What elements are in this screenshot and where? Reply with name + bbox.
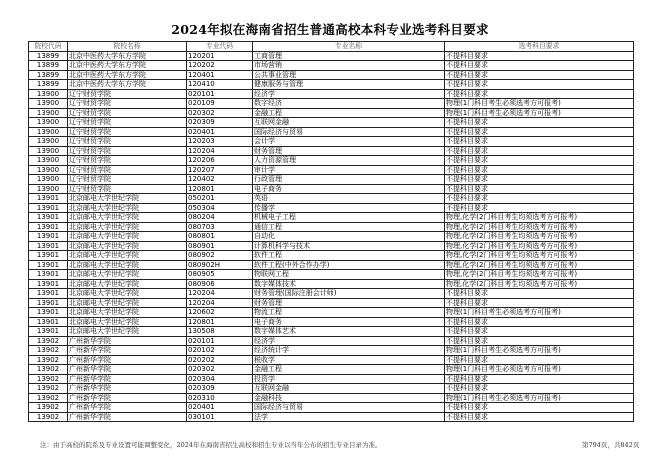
cell-major-name: 数字经济 <box>253 99 445 109</box>
cell-school-name: 北京邮电大学世纪学院 <box>68 241 187 251</box>
cell-major-code: 080902H <box>187 260 253 270</box>
cell-school-code: 13901 <box>29 203 68 213</box>
table-row <box>29 260 634 270</box>
cell-school-code: 13902 <box>29 412 68 422</box>
table-row <box>29 365 634 375</box>
table-row <box>29 298 634 308</box>
cell-school-code: 13900 <box>29 89 68 99</box>
cell-major-name: 金融工程 <box>253 108 445 118</box>
table-row <box>29 165 634 175</box>
cell-major-code: 120206 <box>187 156 253 166</box>
cell-subject-requirement: 不提科目要求 <box>445 355 634 365</box>
cell-major-name: 会计学 <box>253 137 445 147</box>
table-row <box>29 289 634 299</box>
cell-school-name: 北京中医药大学东方学院 <box>68 61 187 71</box>
cell-major-name: 经济统计学 <box>253 346 445 356</box>
cell-major-code: 030101 <box>187 412 253 422</box>
cell-subject-requirement: 物理,化学(2门科目考生均须选考方可报考) <box>445 241 634 251</box>
cell-subject-requirement: 物理,化学(2门科目考生均须选考方可报考) <box>445 279 634 289</box>
cell-major-code: 020302 <box>187 365 253 375</box>
cell-school-code: 13900 <box>29 127 68 137</box>
page-title: 2024年拟在海南省招生普通高校本科专业选考科目要求 <box>171 22 489 37</box>
cell-subject-requirement: 不提科目要求 <box>445 298 634 308</box>
cell-subject-requirement: 不提科目要求 <box>445 384 634 394</box>
cell-school-code: 13900 <box>29 108 68 118</box>
table-row <box>29 327 634 337</box>
cell-major-code: 020109 <box>187 99 253 109</box>
cell-subject-requirement: 不提科目要求 <box>445 412 634 422</box>
cell-school-code: 13902 <box>29 336 68 346</box>
cell-major-name: 国际经济与贸易 <box>253 127 445 137</box>
cell-major-code: 120410 <box>187 80 253 90</box>
cell-major-code: 020101 <box>187 336 253 346</box>
table-row <box>29 108 634 118</box>
table-row <box>29 346 634 356</box>
table-row <box>29 403 634 413</box>
cell-subject-requirement: 物理,化学(2门科目考生均须选考方可报考) <box>445 213 634 223</box>
cell-major-name: 国际经济与贸易 <box>253 403 445 413</box>
table-row <box>29 184 634 194</box>
cell-school-name: 北京邮电大学世纪学院 <box>68 203 187 213</box>
cell-major-code: 020102 <box>187 346 253 356</box>
cell-major-name: 工商管理 <box>253 51 445 61</box>
table-row <box>29 279 634 289</box>
table-row <box>29 118 634 128</box>
cell-school-name: 辽宁财贸学院 <box>68 118 187 128</box>
cell-school-name: 广州新华学院 <box>68 346 187 356</box>
cell-major-name: 财务管理(国际注册会计师) <box>253 289 445 299</box>
cell-major-name: 互联网金融 <box>253 384 445 394</box>
footer-note: 注：由于高校的院系及专业设置可能调整变化，2024年在海南省招生高校和招生专业以当年公布的招生专业目录为准。 <box>40 441 382 449</box>
header-major-code: 专业代码 <box>187 42 253 52</box>
header-school-code: 院校代码 <box>29 42 68 52</box>
cell-subject-requirement: 物理,化学(2门科目考生均须选考方可报考) <box>445 222 634 232</box>
cell-major-code: 120201 <box>187 51 253 61</box>
cell-major-name: 数字媒体技术 <box>253 279 445 289</box>
table-row <box>29 241 634 251</box>
table-row <box>29 232 634 242</box>
cell-major-code: 120202 <box>187 61 253 71</box>
cell-major-code: 120204 <box>187 289 253 299</box>
cell-school-code: 13902 <box>29 365 68 375</box>
cell-school-code: 13901 <box>29 270 68 280</box>
cell-school-name: 广州新华学院 <box>68 355 187 365</box>
table-row <box>29 374 634 384</box>
cell-school-name: 广州新华学院 <box>68 365 187 375</box>
cell-major-code: 020309 <box>187 384 253 394</box>
cell-major-name: 物流工程 <box>253 308 445 318</box>
cell-school-code: 13901 <box>29 241 68 251</box>
cell-major-code: 120204 <box>187 146 253 156</box>
cell-school-name: 北京邮电大学世纪学院 <box>68 222 187 232</box>
cell-major-code: 020310 <box>187 393 253 403</box>
table-row <box>29 384 634 394</box>
cell-subject-requirement: 物理(1门科目考生必须选考方可报考) <box>445 308 634 318</box>
cell-major-code: 120402 <box>187 175 253 185</box>
cell-school-name: 广州新华学院 <box>68 336 187 346</box>
cell-school-name: 广州新华学院 <box>68 384 187 394</box>
cell-school-code: 13900 <box>29 175 68 185</box>
cell-major-name: 行政管理 <box>253 175 445 185</box>
header-subject-requirement: 选考科目要求 <box>445 42 634 52</box>
cell-school-name: 广州新华学院 <box>68 403 187 413</box>
cell-major-code: 020401 <box>187 403 253 413</box>
cell-school-name: 辽宁财贸学院 <box>68 127 187 137</box>
cell-school-code: 13901 <box>29 222 68 232</box>
cell-subject-requirement: 不提科目要求 <box>445 194 634 204</box>
cell-major-code: 020304 <box>187 374 253 384</box>
cell-subject-requirement: 不提科目要求 <box>445 118 634 128</box>
cell-school-code: 13900 <box>29 146 68 156</box>
cell-subject-requirement: 物理,化学(2门科目考生均须选考方可报考) <box>445 232 634 242</box>
cell-subject-requirement: 不提科目要求 <box>445 165 634 175</box>
cell-major-name: 经济学 <box>253 89 445 99</box>
cell-major-code: 080703 <box>187 222 253 232</box>
cell-school-code: 13902 <box>29 346 68 356</box>
cell-school-name: 辽宁财贸学院 <box>68 156 187 166</box>
cell-major-code: 130508 <box>187 327 253 337</box>
cell-school-name: 北京邮电大学世纪学院 <box>68 317 187 327</box>
cell-major-name: 经济学 <box>253 336 445 346</box>
cell-school-code: 13901 <box>29 213 68 223</box>
cell-major-name: 税收学 <box>253 355 445 365</box>
cell-subject-requirement: 不提科目要求 <box>445 374 634 384</box>
cell-major-name: 财务管理 <box>253 146 445 156</box>
cell-major-name: 软件工程 <box>253 251 445 261</box>
table-row <box>29 146 634 156</box>
cell-school-code: 13901 <box>29 317 68 327</box>
cell-school-name: 辽宁财贸学院 <box>68 99 187 109</box>
cell-major-name: 软件工程(中外合作办学) <box>253 260 445 270</box>
cell-major-code: 080902 <box>187 251 253 261</box>
cell-school-code: 13901 <box>29 251 68 261</box>
cell-subject-requirement: 不提科目要求 <box>445 146 634 156</box>
cell-major-name: 通信工程 <box>253 222 445 232</box>
table-row <box>29 222 634 232</box>
requirements-table <box>28 41 634 422</box>
table-row <box>29 355 634 365</box>
cell-school-name: 北京邮电大学世纪学院 <box>68 308 187 318</box>
cell-major-code: 050304 <box>187 203 253 213</box>
cell-major-name: 电子商务 <box>253 317 445 327</box>
cell-school-name: 辽宁财贸学院 <box>68 108 187 118</box>
cell-major-name: 市场营销 <box>253 61 445 71</box>
cell-major-name: 传播学 <box>253 203 445 213</box>
cell-major-name: 互联网金融 <box>253 118 445 128</box>
cell-school-name: 北京邮电大学世纪学院 <box>68 289 187 299</box>
cell-major-code: 020309 <box>187 118 253 128</box>
cell-subject-requirement: 不提科目要求 <box>445 51 634 61</box>
cell-school-name: 北京邮电大学世纪学院 <box>68 298 187 308</box>
table-row <box>29 70 634 80</box>
cell-major-name: 财务管理 <box>253 298 445 308</box>
cell-major-name: 法学 <box>253 412 445 422</box>
cell-school-name: 北京邮电大学世纪学院 <box>68 232 187 242</box>
cell-subject-requirement: 不提科目要求 <box>445 289 634 299</box>
cell-school-code: 13901 <box>29 327 68 337</box>
cell-subject-requirement: 不提科目要求 <box>445 61 634 71</box>
cell-major-code: 120203 <box>187 137 253 147</box>
table-row <box>29 51 634 61</box>
cell-major-name: 人力资源管理 <box>253 156 445 166</box>
table-row <box>29 80 634 90</box>
cell-major-code: 080801 <box>187 232 253 242</box>
table-row <box>29 127 634 137</box>
cell-major-name: 电子商务 <box>253 184 445 194</box>
cell-school-code: 13900 <box>29 99 68 109</box>
cell-major-name: 公共事业管理 <box>253 70 445 80</box>
cell-school-code: 13901 <box>29 308 68 318</box>
cell-school-code: 13902 <box>29 403 68 413</box>
cell-school-name: 辽宁财贸学院 <box>68 137 187 147</box>
cell-major-name: 金融科技 <box>253 393 445 403</box>
cell-subject-requirement: 不提科目要求 <box>445 203 634 213</box>
cell-major-name: 英语 <box>253 194 445 204</box>
cell-school-name: 北京邮电大学世纪学院 <box>68 279 187 289</box>
cell-school-code: 13900 <box>29 156 68 166</box>
table-row <box>29 61 634 71</box>
cell-major-code: 080906 <box>187 279 253 289</box>
cell-subject-requirement: 不提科目要求 <box>445 317 634 327</box>
table-row <box>29 270 634 280</box>
cell-subject-requirement: 物理(1门科目考生必须选考方可报考) <box>445 393 634 403</box>
cell-school-name: 北京中医药大学东方学院 <box>68 70 187 80</box>
table-row <box>29 412 634 422</box>
table-row <box>29 175 634 185</box>
cell-major-name: 审计学 <box>253 165 445 175</box>
table-row <box>29 317 634 327</box>
cell-school-code: 13899 <box>29 51 68 61</box>
page-number: 第794页，共842页 <box>582 441 640 449</box>
cell-school-name: 北京邮电大学世纪学院 <box>68 251 187 261</box>
cell-major-name: 健康服务与管理 <box>253 80 445 90</box>
cell-subject-requirement: 不提科目要求 <box>445 70 634 80</box>
cell-major-code: 080901 <box>187 241 253 251</box>
cell-major-code: 120204 <box>187 298 253 308</box>
cell-school-code: 13899 <box>29 70 68 80</box>
cell-subject-requirement: 不提科目要求 <box>445 156 634 166</box>
cell-school-name: 北京邮电大学世纪学院 <box>68 194 187 204</box>
cell-school-code: 13901 <box>29 194 68 204</box>
cell-subject-requirement: 不提科目要求 <box>445 80 634 90</box>
cell-subject-requirement: 不提科目要求 <box>445 184 634 194</box>
cell-school-code: 13899 <box>29 61 68 71</box>
cell-subject-requirement: 物理,化学(2门科目考生均须选考方可报考) <box>445 270 634 280</box>
cell-major-code: 050201 <box>187 194 253 204</box>
cell-school-code: 13901 <box>29 289 68 299</box>
table-row <box>29 156 634 166</box>
cell-school-name: 北京邮电大学世纪学院 <box>68 260 187 270</box>
cell-school-code: 13901 <box>29 232 68 242</box>
cell-major-code: 120207 <box>187 165 253 175</box>
cell-subject-requirement: 物理,化学(2门科目考生均须选考方可报考) <box>445 260 634 270</box>
cell-school-code: 13899 <box>29 80 68 90</box>
cell-subject-requirement: 不提科目要求 <box>445 127 634 137</box>
table-row <box>29 194 634 204</box>
cell-school-name: 北京邮电大学世纪学院 <box>68 213 187 223</box>
cell-school-code: 13901 <box>29 279 68 289</box>
cell-major-code: 020202 <box>187 355 253 365</box>
cell-major-code: 020401 <box>187 127 253 137</box>
cell-major-name: 物联网工程 <box>253 270 445 280</box>
cell-major-code: 020101 <box>187 89 253 99</box>
cell-major-name: 自动化 <box>253 232 445 242</box>
cell-major-code: 080905 <box>187 270 253 280</box>
table-row <box>29 336 634 346</box>
cell-subject-requirement: 物理(1门科目考生必须选考方可报考) <box>445 346 634 356</box>
cell-school-name: 北京邮电大学世纪学院 <box>68 327 187 337</box>
cell-major-code: 120801 <box>187 184 253 194</box>
cell-subject-requirement: 物理(1门科目考生必须选考方可报考) <box>445 365 634 375</box>
table-row <box>29 89 634 99</box>
header-major-name: 专业名称 <box>253 42 445 52</box>
cell-major-name: 计算机科学与技术 <box>253 241 445 251</box>
cell-school-code: 13900 <box>29 137 68 147</box>
cell-school-name: 北京中医药大学东方学院 <box>68 80 187 90</box>
cell-school-code: 13900 <box>29 118 68 128</box>
table-body <box>29 51 634 422</box>
cell-school-name: 辽宁财贸学院 <box>68 184 187 194</box>
cell-school-name: 广州新华学院 <box>68 412 187 422</box>
cell-major-name: 投资学 <box>253 374 445 384</box>
table-row <box>29 308 634 318</box>
table-row <box>29 99 634 109</box>
cell-subject-requirement: 不提科目要求 <box>445 403 634 413</box>
cell-subject-requirement: 不提科目要求 <box>445 89 634 99</box>
cell-major-name: 数字媒体艺术 <box>253 327 445 337</box>
cell-major-name: 机械电子工程 <box>253 213 445 223</box>
cell-subject-requirement: 物理(1门科目考生必须选考方可报考) <box>445 108 634 118</box>
cell-school-code: 13902 <box>29 374 68 384</box>
table-row <box>29 203 634 213</box>
table-row <box>29 393 634 403</box>
cell-school-name: 北京邮电大学世纪学院 <box>68 270 187 280</box>
cell-school-name: 辽宁财贸学院 <box>68 89 187 99</box>
header-school-name: 院校名称 <box>68 42 187 52</box>
cell-school-code: 13902 <box>29 393 68 403</box>
cell-school-name: 广州新华学院 <box>68 374 187 384</box>
cell-major-code: 120801 <box>187 317 253 327</box>
cell-subject-requirement: 不提科目要求 <box>445 327 634 337</box>
cell-school-code: 13902 <box>29 355 68 365</box>
cell-school-code: 13902 <box>29 384 68 394</box>
cell-subject-requirement: 物理(1门科目考生必须选考方可报考) <box>445 99 634 109</box>
table-row <box>29 137 634 147</box>
cell-major-code: 020302 <box>187 108 253 118</box>
cell-subject-requirement: 不提科目要求 <box>445 137 634 147</box>
cell-major-name: 金融工程 <box>253 365 445 375</box>
cell-school-name: 辽宁财贸学院 <box>68 175 187 185</box>
cell-subject-requirement: 不提科目要求 <box>445 175 634 185</box>
cell-school-name: 辽宁财贸学院 <box>68 165 187 175</box>
table-header-row <box>29 42 634 52</box>
cell-school-name: 广州新华学院 <box>68 393 187 403</box>
cell-major-code: 120401 <box>187 70 253 80</box>
cell-school-name: 北京中医药大学东方学院 <box>68 51 187 61</box>
cell-school-code: 13900 <box>29 165 68 175</box>
cell-major-code: 120602 <box>187 308 253 318</box>
cell-subject-requirement: 不提科目要求 <box>445 336 634 346</box>
cell-school-code: 13900 <box>29 184 68 194</box>
cell-subject-requirement: 物理,化学(2门科目考生均须选考方可报考) <box>445 251 634 261</box>
cell-school-name: 辽宁财贸学院 <box>68 146 187 156</box>
cell-school-code: 13901 <box>29 298 68 308</box>
table-row <box>29 251 634 261</box>
table-row <box>29 213 634 223</box>
cell-school-code: 13901 <box>29 260 68 270</box>
cell-major-code: 080204 <box>187 213 253 223</box>
